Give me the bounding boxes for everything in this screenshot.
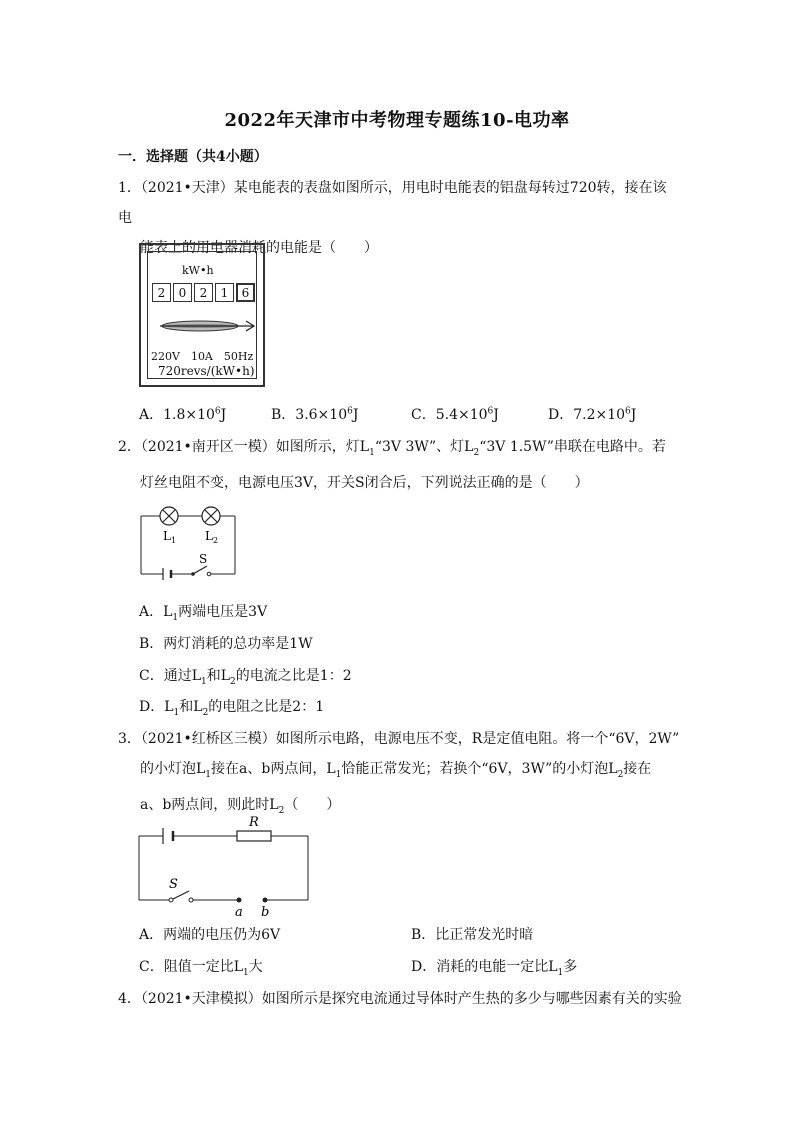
meter-disc-icon — [156, 314, 256, 338]
q3-c-sub: 1 — [243, 967, 249, 978]
meter-digit: 2 — [194, 283, 213, 302]
q2-a-sub: 1 — [172, 612, 179, 623]
q2-c-2: 和L — [206, 668, 231, 684]
q3-line2 — [118, 754, 688, 790]
q3-option-a[interactable]: A．两端的电压仍为6V — [139, 927, 281, 943]
q1-d-text: D．7.2×10 — [548, 407, 626, 423]
meter-digit: 1 — [215, 283, 234, 302]
q2-option-d[interactable] — [139, 696, 324, 718]
q3-label-r: R — [249, 815, 259, 830]
q1-a-text: A．1.8×10 — [139, 407, 215, 423]
q3-line3-a: a、b两点间，则此时L — [140, 796, 279, 813]
q2-c-3: 的电流之比是1：2 — [235, 668, 352, 684]
q3-sub1a: 1 — [205, 769, 212, 780]
q2-label-l2: $L_2$ — [205, 529, 219, 545]
q3-label-a: a — [235, 905, 243, 918]
meter-unit: kW•h — [182, 264, 214, 277]
meter-digits — [152, 283, 257, 302]
lamp-l2-icon — [202, 507, 220, 525]
energy-meter-figure — [139, 243, 265, 387]
meter-digit: 0 — [173, 283, 192, 302]
q1-b-unit: J — [352, 407, 359, 423]
q1-line2: 能表上的用电器消耗的电能是（ ） — [140, 240, 378, 256]
lamp-l1-icon — [160, 507, 178, 525]
switch-icon — [169, 891, 193, 902]
q2-c-1: C．通过L — [139, 668, 202, 684]
q2-d-sub2: 2 — [202, 707, 209, 718]
meter-rev: 720revs/(kW•h) — [158, 364, 255, 378]
q3-d-1: D．消耗的电能一定比L — [411, 959, 558, 975]
q3-label-b: b — [261, 905, 270, 918]
q1-option-c[interactable] — [411, 404, 499, 424]
q2-c-sub1: 1 — [201, 676, 207, 687]
q3-c-2: 大 — [248, 959, 263, 975]
q2-circuit-diagram — [135, 500, 245, 582]
q3-label-s: S — [169, 877, 178, 892]
question-3-text — [118, 724, 688, 826]
q1-c-unit: J — [493, 407, 499, 423]
q2-c-sub2: 2 — [230, 676, 236, 687]
q1-option-b[interactable] — [271, 404, 358, 424]
q3-line2-b: 接在a、b两点间，L — [211, 761, 336, 777]
q3-sub1b: 1 — [335, 769, 342, 780]
q4-line1: 4．（2021•天津模拟）如图所示是探究电流通过导体时产生热的多少与哪些因素有关的实验 — [118, 991, 682, 1007]
q2-line1-b: “3V 3W”、灯L — [374, 439, 474, 455]
battery-icon — [163, 568, 171, 580]
q3-circuit-diagram — [133, 812, 318, 918]
meter-spec: 220V 10A 50Hz — [151, 350, 254, 363]
q2-option-b[interactable]: B．两灯消耗的总功率是1W — [139, 636, 313, 652]
q3-option-c[interactable] — [139, 956, 263, 978]
question-2-text — [118, 432, 678, 498]
q2-line2: 灯丝电阻不变，电源电压3V，开关S闭合后，下列说法正确的是（ ） — [140, 474, 589, 491]
q1-option-d[interactable] — [548, 404, 636, 424]
q3-d-sub: 1 — [557, 967, 564, 978]
meter-digit-decimal: 6 — [236, 283, 255, 302]
battery-icon — [163, 828, 173, 844]
q3-option-d[interactable] — [411, 956, 577, 978]
q2-label-s: S — [199, 552, 208, 566]
terminal-a-icon — [237, 898, 242, 903]
document-title: 2022年天津市中考物理专题练10-电功率 — [224, 110, 570, 131]
q3-d-2: 多 — [563, 959, 578, 975]
q2-a-1: A．L — [139, 604, 173, 620]
q1-line1: 1．（2021•天津）某电能表的表盘如图所示，用电时电能表的铝盘每转过720转，接在该电 — [118, 180, 667, 226]
q1-d-exp: 6 — [625, 406, 631, 417]
q1-c-text: C．5.4×10 — [411, 407, 488, 423]
terminal-b-icon — [263, 898, 268, 903]
q2-sub1: 1 — [369, 447, 375, 458]
q2-a-2: 两端电压是3V — [178, 604, 268, 620]
q3-line2-d: 接在 — [623, 761, 652, 777]
q3-line2-a: 的小灯泡L — [140, 761, 206, 777]
q3-line2-c: 恰能正常发光；若换个“6V，3W”的小灯泡L — [341, 761, 618, 777]
q2-sub2: 2 — [473, 447, 480, 458]
q1-a-exp: 6 — [214, 406, 221, 417]
q2-option-c[interactable] — [139, 665, 352, 687]
q1-b-exp: 6 — [347, 406, 353, 417]
q2-d-2: 和L — [179, 699, 203, 715]
q2-d-sub1: 1 — [173, 707, 180, 718]
meter-dial — [147, 251, 257, 379]
q3-c-1: C．阻值一定比L — [139, 959, 244, 975]
q1-option-a[interactable] — [139, 404, 226, 424]
question-4-text — [118, 984, 688, 1014]
q1-c-exp: 6 — [487, 406, 494, 417]
q1-d-unit: J — [630, 407, 637, 423]
q1-b-text: B．3.6×10 — [271, 407, 348, 423]
resistor-icon — [237, 831, 271, 841]
q2-option-a[interactable] — [139, 601, 267, 623]
q3-option-b[interactable]: B．比正常发光时暗 — [411, 927, 534, 943]
q2-line1-c: “3V 1.5W”串联在电路中。若 — [479, 439, 666, 455]
q3-line3-b: （ ） — [284, 796, 341, 813]
q3-sub2b: 2 — [278, 805, 285, 816]
q2-label-l1: $L_1$ — [163, 529, 177, 545]
switch-icon — [191, 566, 211, 576]
q2-d-3: 的电阻之比是2：1 — [208, 699, 325, 715]
q3-line1: 3．（2021•红桥区三模）如图所示电路，电源电压不变，R是定值电阻。将一个“6V，2W” — [118, 731, 680, 747]
q2-d-1: D．L — [139, 699, 174, 715]
q1-a-unit: J — [220, 407, 227, 423]
meter-digit: 2 — [152, 283, 171, 302]
q2-line1-a: 2．（2021•南开区一模）如图所示，灯L — [118, 439, 370, 455]
section-heading: 一．选择题（共4小题） — [118, 149, 268, 165]
q3-sub2a: 2 — [617, 769, 624, 780]
